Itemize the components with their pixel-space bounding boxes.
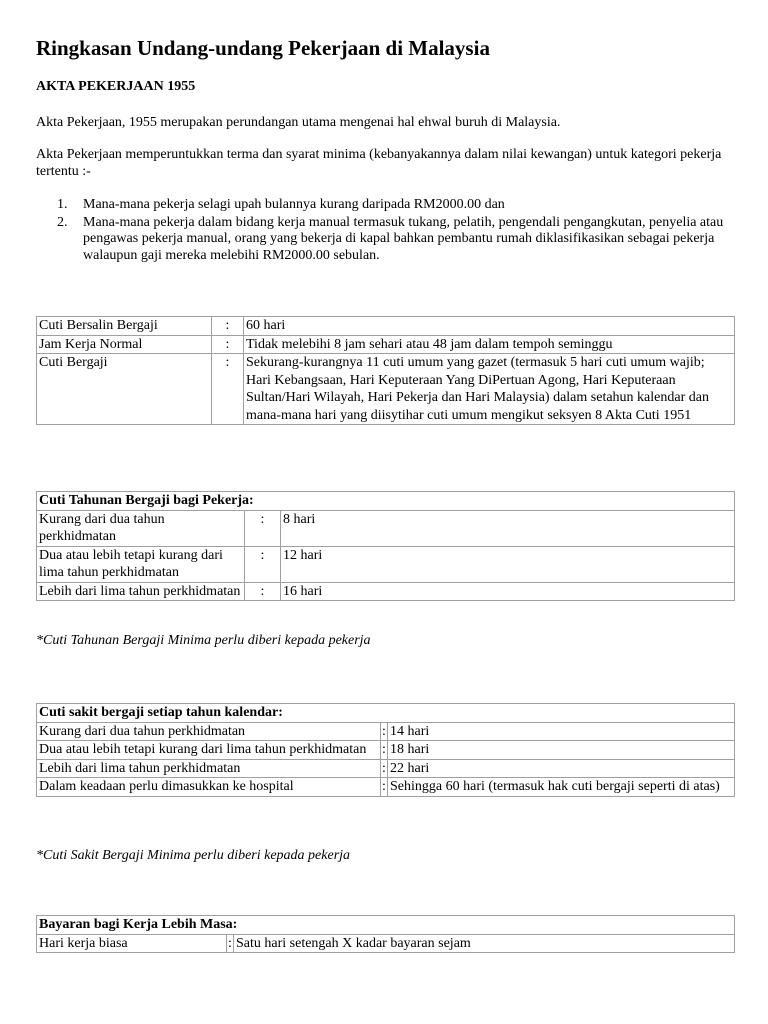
row-separator: : [382, 779, 386, 794]
row-label: Jam Kerja Normal [37, 335, 212, 354]
row-separator: : [212, 335, 244, 354]
table-header-row [37, 916, 735, 935]
row-label: Hari kerja biasa [37, 934, 227, 953]
list-item-text: Mana-mana pekerja dalam bidang kerja manual termasuk tukang, pelatih, pengendali pengangkutan, penyelia atau pengawas pekerja manual, orang yang bekerja di kapal bahkan pembantu rumah diklasifikasikan sebagai pekerja walaupun gaji mereka melebihi RM2000.00 sebulan. [83, 214, 724, 263]
row-label: Cuti Bersalin Bergaji [37, 317, 212, 336]
row-separator: : [382, 760, 386, 776]
row-value: 60 hari [244, 317, 735, 336]
table-header-row [37, 704, 735, 723]
row-label: Lebih dari lima tahun perkhidmatan [37, 582, 245, 601]
list-item [36, 197, 734, 214]
general-terms-table [36, 316, 735, 425]
sick-leave-table [36, 703, 735, 797]
annual-leave-table [36, 491, 735, 601]
employee-category-list [36, 197, 734, 265]
row-value: 22 hari [388, 759, 735, 778]
row-separator: : [382, 723, 386, 739]
table-header: Cuti sakit bergaji setiap tahun kalendar: [37, 704, 735, 723]
row-separator: : [245, 510, 281, 546]
table-row [37, 510, 735, 546]
row-value: Tidak melebihi 8 jam sehari atau 48 jam dalam tempoh seminggu [244, 335, 735, 354]
row-separator: : [245, 582, 281, 601]
overtime-pay-table [36, 915, 735, 953]
table-row [37, 934, 735, 953]
table-row [37, 759, 735, 778]
table-row [37, 722, 735, 741]
row-label: Kurang dari dua tahun perkhidmatan [37, 722, 381, 741]
table-header-row [37, 492, 735, 511]
table-header: Bayaran bagi Kerja Lebih Masa: [37, 916, 735, 935]
document-title: Ringkasan Undang-undang Pekerjaan di Malaysia [36, 36, 490, 60]
table-row [37, 582, 735, 601]
table-row [37, 335, 735, 354]
list-item-number: 2. [57, 214, 68, 230]
table-row [37, 546, 735, 582]
row-label: Lebih dari lima tahun perkhidmatan [37, 759, 381, 778]
row-value: 14 hari [388, 722, 735, 741]
list-item [36, 215, 734, 265]
row-separator: : [228, 935, 232, 951]
row-value: Sehingga 60 hari (termasuk hak cuti bergaji seperti di atas) [388, 778, 735, 797]
row-value: Satu hari setengah X kadar bayaran sejam [234, 934, 735, 953]
table-row [37, 778, 735, 797]
scope-paragraph: Akta Pekerjaan memperuntukkan terma dan syarat minima (kebanyakannya dalam nilai kewangan) untuk kategori pekerja tertentu :- [36, 147, 722, 179]
table-row [37, 354, 735, 425]
sick-leave-note: *Cuti Sakit Bergaji Minima perlu diberi kepada pekerja [36, 848, 351, 863]
row-separator: : [212, 354, 244, 425]
row-separator: : [245, 546, 281, 582]
row-value: 18 hari [388, 741, 735, 760]
act-heading: AKTA PEKERJAAN 1955 [36, 79, 196, 94]
list-item-number: 1. [57, 197, 68, 212]
table-header: Cuti Tahunan Bergaji bagi Pekerja: [37, 492, 735, 511]
row-value: Sekurang-kurangnya 11 cuti umum yang gazet (termasuk 5 hari cuti umum wajib; Hari Kebangsaan, Hari Keputeraan Yang DiPertuan Agong, Hari Keputeraan Sultan/Hari Wilayah, Hari Pekerja dan Hari Malaysia) dalam setahun kalendar dan mana-mana hari yang diisytihar cuti umum mengikut seksyen 8 Akta Cuti 1951 [244, 354, 735, 425]
table-row [37, 317, 735, 336]
table-row [37, 741, 735, 760]
intro-paragraph: Akta Pekerjaan, 1955 merupakan perundangan utama mengenai hal ehwal buruh di Malaysia. [36, 115, 561, 130]
annual-leave-note: *Cuti Tahunan Bergaji Minima perlu diberi kepada pekerja [36, 633, 371, 648]
row-value: 12 hari [281, 546, 735, 582]
row-value: 8 hari [281, 510, 735, 546]
list-item-text: Mana-mana pekerja selagi upah bulannya kurang daripada RM2000.00 dan [83, 197, 505, 212]
row-value: 16 hari [281, 582, 735, 601]
row-label: Dua atau lebih tetapi kurang dari lima tahun perkhidmatan [37, 546, 245, 582]
row-label: Dua atau lebih tetapi kurang dari lima tahun perkhidmatan [37, 741, 381, 760]
row-label: Dalam keadaan perlu dimasukkan ke hospital [37, 778, 381, 797]
row-separator: : [212, 317, 244, 336]
row-label: Kurang dari dua tahun perkhidmatan [37, 510, 245, 546]
row-separator: : [382, 742, 386, 757]
row-label: Cuti Bergaji [37, 354, 212, 425]
